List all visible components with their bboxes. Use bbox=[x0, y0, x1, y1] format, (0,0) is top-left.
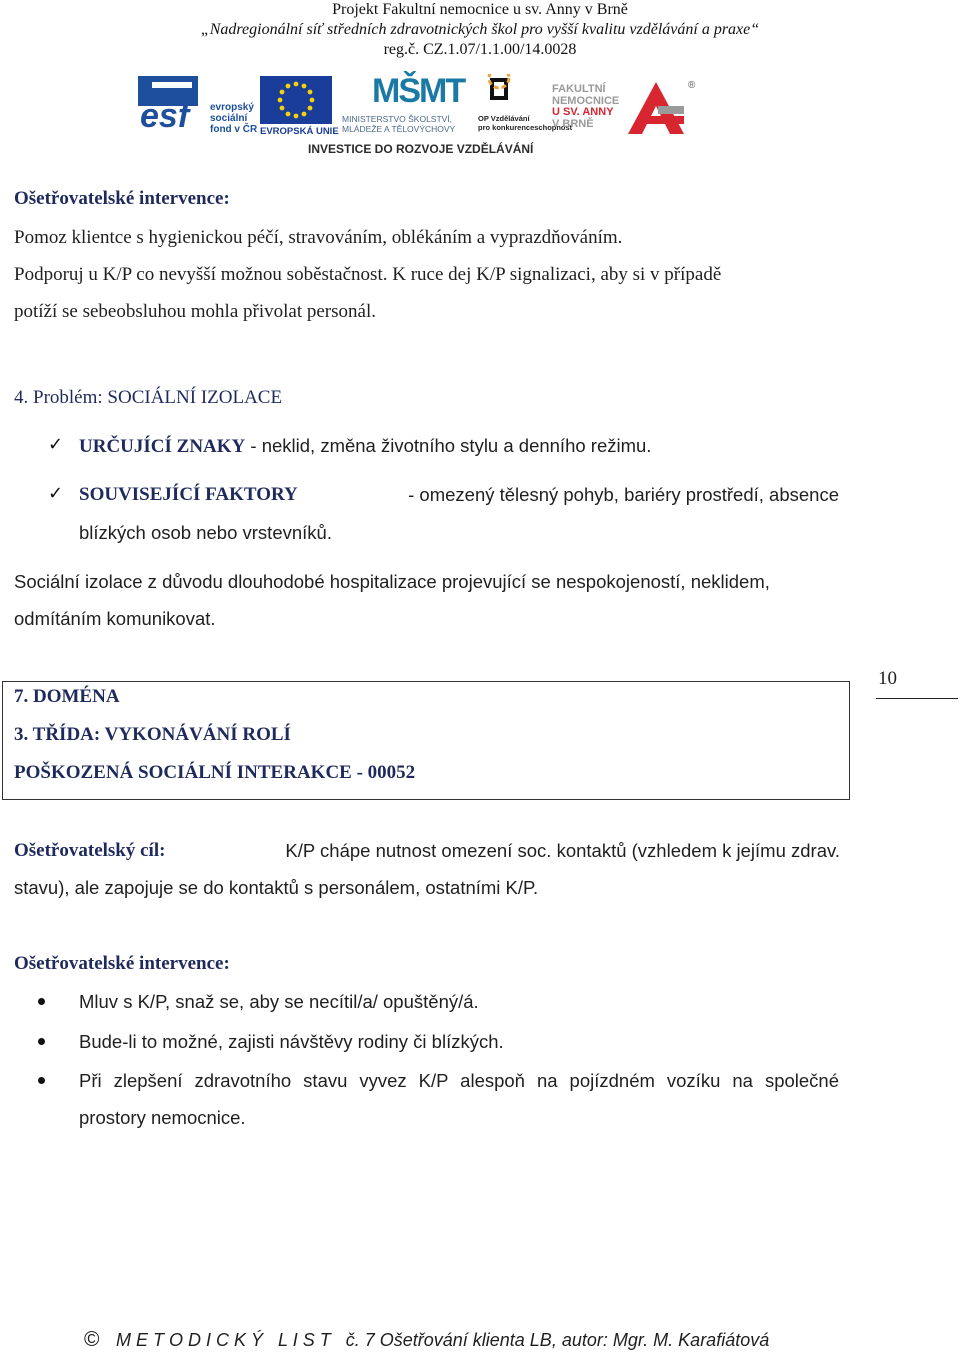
msmt-text bbox=[342, 114, 455, 134]
defining-characteristics-text: - neklid, změna životního stylu a denního režimu. bbox=[245, 435, 652, 456]
op-logo-graphic bbox=[468, 74, 528, 112]
problem4-para-line1: Sociální izolace z důvodu dlouhodobé hospitalizace projevující se nespokojeností, neklidem, bbox=[14, 571, 770, 592]
investice-text: INVESTICE DO ROZVOJE VZDĚLÁVÁNÍ bbox=[308, 142, 534, 156]
section2-heading: Ošetřovatelské intervence: bbox=[14, 953, 230, 974]
nursing-goal-label: Ošetřovatelský cíl: bbox=[14, 840, 166, 861]
class-line: 3. TŘÍDA: VYKONÁVÁNÍ ROLÍ bbox=[14, 724, 291, 745]
related-factors bbox=[79, 484, 839, 506]
esf-text-1: evropský bbox=[210, 102, 254, 113]
copyright-icon: © bbox=[84, 1328, 100, 1351]
bullet-icon bbox=[38, 1077, 45, 1084]
checkmark-icon: ✓ bbox=[48, 434, 64, 455]
esf-text-3: fond v ČR bbox=[210, 124, 258, 135]
registration-number: reg.č. CZ.1.07/1.1.00/14.0028 bbox=[383, 41, 577, 58]
fn-text bbox=[552, 84, 619, 130]
footer-text: M E T O D I C K Ý L I S T č. 7 Ošetřování klienta LB, autor: Mgr. M. Karafiátová bbox=[116, 1330, 770, 1350]
diagnosis-line: POŠKOZENÁ SOCIÁLNÍ INTERAKCE - 00052 bbox=[14, 762, 416, 783]
bullet-icon bbox=[38, 998, 45, 1005]
esf-text-2: sociální bbox=[210, 113, 248, 124]
intervention-item: Při zlepšení zdravotního stavu vyvez K/P alespoň na pojízdném vozíku na společné bbox=[79, 1070, 839, 1091]
defining-characteristics-label: URČUJÍCÍ ZNAKY bbox=[79, 436, 246, 457]
page-number-rule bbox=[876, 698, 958, 699]
section1-line3: potíží se sebeobsluhou mohla přivolat personál. bbox=[14, 301, 376, 322]
msmt-abbr: MŠMT bbox=[372, 72, 465, 110]
checkmark-icon: ✓ bbox=[48, 483, 64, 504]
fn-text-3: U SV. ANNY bbox=[552, 106, 614, 118]
fn-text-4: V BRNĚ bbox=[552, 117, 594, 130]
eu-flag-icon bbox=[260, 76, 332, 124]
esf-text bbox=[210, 102, 257, 135]
intervention-item: Bude-li to možné, zajisti návštěvy rodiny či blízkých. bbox=[79, 1031, 504, 1052]
intervention-item: Mluv s K/P, snaž se, aby se necítil/a/ opuštěný/á. bbox=[79, 991, 479, 1012]
problem4-para-line2: odmítáním komunikovat. bbox=[14, 608, 216, 629]
related-factors-text: - omezený tělesný pohyb, bariéry prostředí, absence bbox=[408, 484, 839, 505]
section1-line2: Podporuj u K/P co nevyšší možnou soběstačnost. K ruce dej K/P signalizaci, aby si v případě bbox=[14, 264, 722, 285]
page-number: 10 bbox=[878, 668, 897, 689]
msmt-text-1: MINISTERSTVO ŠKOLSTVÍ, bbox=[342, 114, 453, 124]
eu-text: EVROPSKÁ UNIE bbox=[260, 126, 339, 137]
project-subtitle: „Nadregionální síť středních zdravotnických škol pro vyšší kvalitu vzdělávání a praxe“ bbox=[200, 21, 760, 38]
fn-text-2: NEMOCNICE bbox=[552, 94, 620, 107]
related-factors-text-line2: blízkých osob nebo vrstevníků. bbox=[79, 522, 332, 543]
intervention-item-continuation: prostory nemocnice. bbox=[79, 1107, 246, 1128]
related-factors-label: SOUVISEJÍCÍ FAKTORY bbox=[79, 484, 298, 505]
nanda-domain-box bbox=[2, 681, 850, 800]
section1-line1: Pomoz klientce s hygienickou péčí, stravováním, oblékáním a vyprazdňováním. bbox=[14, 227, 623, 248]
msmt-logo bbox=[342, 72, 465, 138]
fn-a-mark-icon bbox=[626, 80, 686, 136]
nursing-goal-text: K/P chápe nutnost omezení soc. kontaktů (vzhledem k jejímu zdrav. bbox=[285, 840, 840, 861]
bullet-icon bbox=[38, 1038, 45, 1045]
op-text-1: OP Vzdělávání bbox=[478, 114, 530, 123]
section1-heading: Ošetřovatelské intervence: bbox=[14, 188, 230, 209]
domain-line: 7. DOMÉNA bbox=[14, 686, 120, 707]
fn-text-1: FAKULTNÍ bbox=[552, 83, 606, 95]
problem4-title: 4. Problém: SOCIÁLNÍ IZOLACE bbox=[14, 387, 283, 408]
fn-registered-mark: ® bbox=[688, 80, 696, 91]
nursing-goal-line1 bbox=[14, 840, 840, 862]
op-text-2: pro konkurenceschopnost bbox=[478, 123, 573, 132]
logo-strip bbox=[130, 72, 830, 160]
nursing-goal-line2: stavu), ale zapojuje se do kontaktů s personálem, ostatními K/P. bbox=[14, 877, 539, 898]
esf-abbr: esf bbox=[140, 97, 190, 135]
fn-anny-logo bbox=[552, 76, 702, 136]
msmt-text-2: MLÁDEŽE A TĚLOVÝCHOVY bbox=[342, 124, 456, 134]
eu-logo bbox=[260, 76, 340, 140]
esf-logo bbox=[138, 76, 258, 138]
project-title: Projekt Fakultní nemocnice u sv. Anny v Brně bbox=[332, 1, 628, 18]
defining-characteristics bbox=[79, 435, 651, 458]
